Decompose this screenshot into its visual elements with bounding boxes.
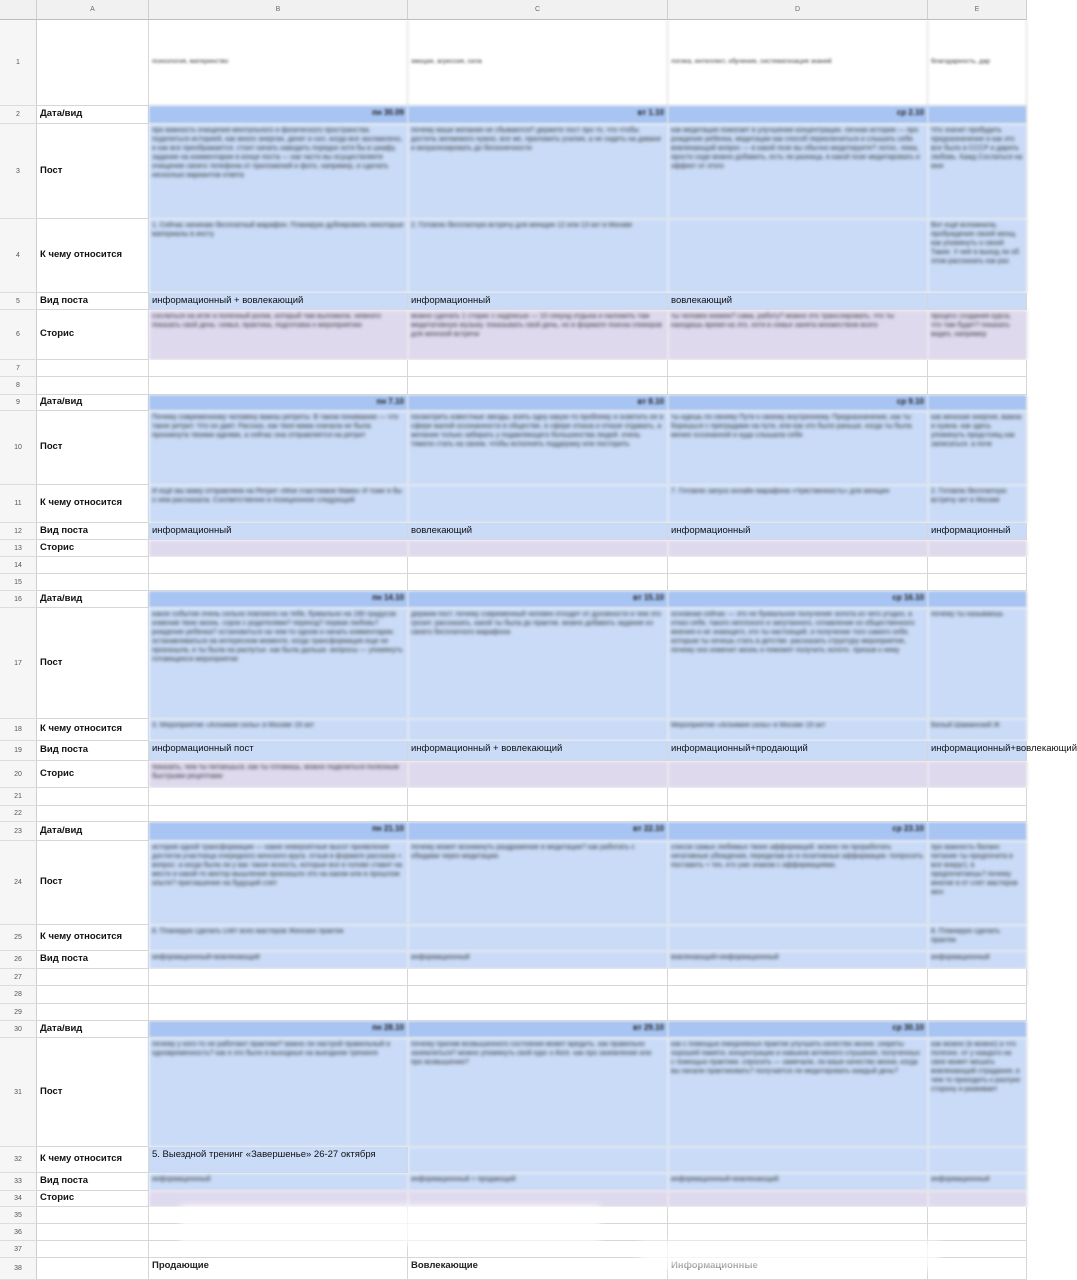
column-header-a[interactable]: A (37, 0, 149, 20)
row-label-stories[interactable]: Сторис (37, 540, 149, 557)
cell-dates[interactable]: вт 8.10 (408, 395, 668, 411)
empty-cell[interactable] (408, 574, 668, 591)
empty-cell[interactable] (668, 377, 928, 395)
empty-cell[interactable] (668, 574, 928, 591)
empty-cell[interactable] (149, 557, 408, 574)
row-label-relates[interactable]: К чему относится (37, 1147, 149, 1173)
empty-label-cell[interactable] (37, 1207, 149, 1224)
cell-types[interactable]: информационный (408, 951, 668, 969)
cell-types[interactable]: информационный (668, 523, 928, 540)
cell-relates[interactable]: 1. Сейчас начинаю бесплатный марафон. Планирую дублировать некоторые материалы в инсту (149, 219, 408, 293)
photo-glare (640, 1240, 940, 1270)
empty-cell[interactable] (149, 377, 408, 395)
empty-cell[interactable] (408, 377, 668, 395)
cell-posts[interactable]: история одной трансформации — какие невероятные высот проявления достигла участница очередного женского круга. отзыв в формате рассказа + вопрос: а когда была ли у вас такое ясность, которые все в голове ставит на место и какой-то вектор мышления произошло это на каком или в прошлом опыте? приглашение на будущий слет (149, 841, 408, 925)
row-number[interactable]: 2 (0, 106, 37, 124)
row-number[interactable]: 24 (0, 841, 37, 925)
row-number[interactable]: 12 (0, 523, 37, 540)
cell-types[interactable]: информационный+вовлекающий (149, 951, 408, 969)
row-label-date[interactable]: Дата/вид (37, 1021, 149, 1038)
cell-types[interactable]: информационный (149, 1173, 408, 1191)
empty-label-cell[interactable] (37, 360, 149, 377)
cell-stories[interactable] (408, 540, 668, 557)
cell-dates[interactable]: ср 16.10 (668, 591, 928, 608)
cell-posts[interactable]: посмотреть известные звезды, взять одну какую-то проблему и осветить ее в сфере малой осознанности в обществе, в сфере отказа и отказе отдавать, а желание только забирать у подавляющего большинства людей. очень тяжело стать на своем, чтобы исполнять поддержку или посторить (408, 411, 668, 485)
empty-cell[interactable] (928, 1224, 1027, 1241)
cell-stories[interactable] (668, 540, 928, 557)
cell-stories[interactable] (668, 1191, 928, 1207)
cell-relates[interactable]: 8. Планирую сделать слёт всех мастеров Женских практик (149, 925, 408, 951)
topic-cell[interactable]: психология, материнство (149, 20, 408, 106)
empty-label-cell[interactable] (37, 1224, 149, 1241)
row-number[interactable]: 19 (0, 741, 37, 761)
cell-types[interactable]: информационный + вовлекающий (408, 741, 668, 761)
empty-cell[interactable] (408, 788, 668, 806)
row-number[interactable]: 28 (0, 986, 37, 1004)
empty-cell[interactable] (928, 360, 1027, 377)
cell-types[interactable] (928, 293, 1027, 310)
row-number[interactable]: 14 (0, 557, 37, 574)
summary-heading[interactable]: Вовлекающие (408, 1258, 668, 1280)
empty-cell[interactable] (408, 969, 668, 986)
cell-relates[interactable]: 7. Готовлю запуск онлайн марафона «Чувственность» для женщин (668, 485, 928, 523)
empty-cell[interactable] (928, 986, 1027, 1004)
cell-types[interactable]: информационный+вовлекающий (668, 1173, 928, 1191)
empty-cell[interactable] (668, 788, 928, 806)
cell-posts[interactable]: держим пост. почему современный человек отходит от духовности и чем это грозит. рассказать, какой ты была до практик. можно добавить задание из своего бесплатного марафона (408, 608, 668, 719)
row-label-relates[interactable]: К чему относится (37, 485, 149, 523)
empty-cell[interactable] (149, 986, 408, 1004)
cell-types[interactable]: информационный пост (149, 741, 408, 761)
empty-cell[interactable] (668, 986, 928, 1004)
cell-posts[interactable]: почему у кого-то не работают практики? важно ли настрой правильный и одновременность? как я это было в выходные на выездном тренинге (149, 1038, 408, 1147)
cell-posts[interactable]: почему ваши желания не сбываются? держите пост про то, что чтобы достичь желаемого нужно, все же, приложить усилия, а не сидеть на диване и визуализировать до бесконечности (408, 124, 668, 219)
cell-dates[interactable] (928, 106, 1027, 124)
row-number[interactable]: 4 (0, 219, 37, 293)
empty-cell[interactable] (408, 1004, 668, 1021)
row-number[interactable]: 33 (0, 1173, 37, 1191)
cell-relates[interactable]: 8. Планирую сделать практик (928, 925, 1027, 951)
cell-relates[interactable]: Белый Шаманский Ж (928, 719, 1027, 741)
empty-cell[interactable] (928, 1207, 1027, 1224)
cell-posts[interactable]: про важность очищения ментального и физического пространства. поделиться историей, как много энергии, денег и сил, когда все захламлено, и как все преображается. стоит начать наводить порядок хотя бы в шкафу. задание на комментарии в конце поста — как часто вы осуществляете очищение своего телефона от приложений и фото, например, и сделать несколько вариантов ответа (149, 124, 408, 219)
row-label-date[interactable]: Дата/вид (37, 106, 149, 124)
cell-dates[interactable]: ср 9.10 (668, 395, 928, 411)
row-number[interactable]: 18 (0, 719, 37, 741)
row-number[interactable]: 27 (0, 969, 37, 986)
cell-relates[interactable]: 3. Мероприятие «Алхимия силы» в Москве 19 окт (149, 719, 408, 741)
empty-cell[interactable] (928, 969, 1027, 986)
column-header-e[interactable]: E (928, 0, 1027, 20)
cell-relates[interactable] (668, 219, 928, 293)
empty-cell[interactable] (928, 1258, 1027, 1280)
cell-relates[interactable]: 2. Готовлю бесплатную встречу для женщин 12 или 13 окт в Москве (408, 219, 668, 293)
empty-cell[interactable] (668, 1224, 928, 1241)
empty-cell[interactable] (668, 360, 928, 377)
cell-relates[interactable] (408, 925, 668, 951)
row-number[interactable]: 9 (0, 395, 37, 411)
row-label-post_type[interactable]: Вид поста (37, 523, 149, 540)
cell-types[interactable]: информационный (928, 1173, 1027, 1191)
empty-cell[interactable] (928, 377, 1027, 395)
column-header-b[interactable]: B (149, 0, 408, 20)
row-number[interactable]: 7 (0, 360, 37, 377)
topic-cell[interactable]: эмоции, агрессия, сила (408, 20, 668, 106)
cell-stories[interactable]: процесс создания курса, что там будет? показать видео, например (928, 310, 1027, 360)
cell-types[interactable]: информационный+вовлекающий (928, 741, 1027, 761)
row-number[interactable]: 22 (0, 806, 37, 822)
row-label-stories[interactable]: Сторис (37, 761, 149, 788)
row-number[interactable]: 6 (0, 310, 37, 360)
cell-stories[interactable]: показать, чем ты питаешься, как ты готовишь, можно поделиться полезным быстрыми рецептами (149, 761, 408, 788)
empty-label-cell[interactable] (37, 377, 149, 395)
row-number[interactable]: 26 (0, 951, 37, 969)
cell-stories[interactable] (408, 761, 668, 788)
empty-cell[interactable] (928, 574, 1027, 591)
empty-cell[interactable] (928, 788, 1027, 806)
cell-stories[interactable] (149, 540, 408, 557)
cell-posts[interactable]: какое событие очень сильно повлияло на тебя, буквально на 180 градусов изменив твою жизнь. сорок с родителями? переезд? первая любовь? рождение ребенка? остановиться на чем-то одном и начать комментарии. останавливаться на интересном моменте, когда трансформация еще не произошла, и ты была на распутье. как была дальше. вопросы — упомянуть готовящееся мероприятие (149, 608, 408, 719)
cell-posts[interactable]: Что значит пробудить предназначение и как это все было в СССР и дарить любовь. Кажд Сослаться на мое (928, 124, 1027, 219)
cell-types[interactable]: информационный+продающий (668, 741, 928, 761)
cell-stories[interactable] (928, 540, 1027, 557)
cell-relates[interactable] (408, 719, 668, 741)
cell-stories[interactable]: сослаться на игле и полезный ролик, который там выложила. немного показать свой день: семья, практика, подготовка к мероприятию (149, 310, 408, 360)
row-label-post[interactable]: Пост (37, 841, 149, 925)
cell-posts[interactable]: почему может возникнуть раздражение в медитации? как работать с обидами через медитацию (408, 841, 668, 925)
row-label-relates[interactable]: К чему относится (37, 719, 149, 741)
photo-glare (180, 1205, 600, 1245)
row-number[interactable]: 32 (0, 1147, 37, 1173)
empty-cell[interactable] (149, 806, 408, 822)
cell-relates[interactable]: Вот ещё вспомнила, пробуждение своей женщ как упомянуть о своей Такие. У неё в выход ли об этом рассказать как раз (928, 219, 1027, 293)
cell-posts[interactable]: как с помощью ежедневных практик улучшить качество жизни. секреты хорошей памяти, концентрации и навыков активного слушания, полученных с помощью практики. спросить — замечали, ли ваше качество жизни, когда вы начали практиковать? получается ли медитировать каждый день? (668, 1038, 928, 1147)
row-label-post[interactable]: Пост (37, 1038, 149, 1147)
row-label-post[interactable]: Пост (37, 608, 149, 719)
row-label-post[interactable]: Пост (37, 411, 149, 485)
row-number[interactable]: 21 (0, 788, 37, 806)
cell-posts[interactable]: ты идешь по своему Пути к своему внутреннему. Предназначение, как ты боришься с преградами на пути, или как это было раньше, когда ты была менее осознанной и куда слышала себя (668, 411, 928, 485)
cell-dates[interactable]: пн 28.10 (149, 1021, 408, 1038)
row-label-date[interactable]: Дата/вид (37, 591, 149, 608)
cell-relates[interactable]: 5. Выездной тренинг «Завершенье» 26-27 октября (149, 1147, 408, 1173)
cell-stories[interactable] (928, 761, 1027, 788)
row-label-date[interactable]: Дата/вид (37, 822, 149, 841)
empty-label-cell[interactable] (37, 788, 149, 806)
empty-label-cell[interactable] (37, 574, 149, 591)
empty-cell[interactable] (928, 1004, 1027, 1021)
row-number[interactable]: 35 (0, 1207, 37, 1224)
cell-posts[interactable]: список самых любимых твоих аффирмаций. можно ли проработать негативные убеждения, переделав их в позитивные аффирмации. попросить поставить + тех, кто уже знаком с аффирмациями. (668, 841, 928, 925)
cell-relates[interactable]: Мероприятие «Алхимия силы» в Москве 19 окт (668, 719, 928, 741)
column-header-d[interactable]: D (668, 0, 928, 20)
empty-label-cell[interactable] (37, 1004, 149, 1021)
row-label-stories[interactable]: Сторис (37, 1191, 149, 1207)
cell-dates[interactable]: ср 30.10 (668, 1021, 928, 1038)
cell-relates[interactable] (668, 1147, 928, 1173)
cell-dates[interactable] (928, 1021, 1027, 1038)
topic-cell[interactable]: благодарность, дар (928, 20, 1027, 106)
row-number[interactable]: 34 (0, 1191, 37, 1207)
row-number[interactable]: 1 (0, 20, 37, 106)
cell-a1[interactable] (37, 20, 149, 106)
cell-relates[interactable] (408, 1147, 668, 1173)
empty-cell[interactable] (408, 986, 668, 1004)
row-number[interactable]: 8 (0, 377, 37, 395)
corner-cell[interactable] (0, 0, 37, 20)
empty-label-cell[interactable] (37, 1258, 149, 1280)
cell-relates[interactable] (408, 485, 668, 523)
row-label-relates[interactable]: К чему относится (37, 219, 149, 293)
row-label-date[interactable]: Дата/вид (37, 395, 149, 411)
cell-dates[interactable]: вт 15.10 (408, 591, 668, 608)
topic-cell[interactable]: логика, интеллект, обучение, систематизация знаний (668, 20, 928, 106)
empty-cell[interactable] (668, 806, 928, 822)
cell-dates[interactable] (928, 822, 1027, 841)
cell-types[interactable]: информационный (928, 523, 1027, 540)
cell-relates[interactable]: 2. Готовлю бесплатную встречу окт в Москве (928, 485, 1027, 523)
row-label-post_type[interactable]: Вид поста (37, 741, 149, 761)
cell-types[interactable]: информационный + продающий (408, 1173, 668, 1191)
empty-cell[interactable] (668, 557, 928, 574)
row-number[interactable]: 37 (0, 1241, 37, 1258)
empty-label-cell[interactable] (37, 986, 149, 1004)
row-number[interactable]: 15 (0, 574, 37, 591)
row-number[interactable]: 38 (0, 1258, 37, 1280)
cell-dates[interactable]: пн 30.09 (149, 106, 408, 124)
cell-posts[interactable]: Почему современному человеку важны ретриты. В таком понимании — что такое ретрит. Что он дает. Рассказ, как твоя мама сначала не была проникнута твоими идеями, а сейчас она отправляется на ретрит (149, 411, 408, 485)
cell-dates[interactable]: вт 22.10 (408, 822, 668, 841)
cell-posts[interactable]: как можно (в можно) а что полезно. от у каждого на свое может мешать вовлекающий страдания, в чем то приходить к разлуке сторону и развивает (928, 1038, 1027, 1147)
empty-cell[interactable] (928, 1241, 1027, 1258)
cell-stories[interactable] (668, 761, 928, 788)
cell-posts[interactable]: основная сейчас — это не буквальное получение золота из чего угодно, а отказ себя, такого неплохого и запутанного, сплавление из общественного мнения и не знающего, кто ты настоящий, и получение того самого себя, которым ты хочешь стать в детстве. рассказать структуру мероприятия, почему оно изменит жизнь и поможет получить золото. призыв к нему (668, 608, 928, 719)
row-label-relates[interactable]: К чему относится (37, 925, 149, 951)
empty-cell[interactable] (149, 360, 408, 377)
cell-relates[interactable] (928, 1147, 1027, 1173)
row-label-stories[interactable]: Сторис (37, 310, 149, 360)
cell-types[interactable]: вовлекающий (668, 293, 928, 310)
row-number[interactable]: 3 (0, 124, 37, 219)
summary-heading[interactable]: Продающие (149, 1258, 408, 1280)
cell-dates[interactable]: ср 23.10 (668, 822, 928, 841)
row-number[interactable]: 16 (0, 591, 37, 608)
cell-dates[interactable]: ср 2.10 (668, 106, 928, 124)
row-number[interactable]: 29 (0, 1004, 37, 1021)
empty-cell[interactable] (149, 1004, 408, 1021)
row-label-post_type[interactable]: Вид поста (37, 293, 149, 310)
row-label-post[interactable]: Пост (37, 124, 149, 219)
cell-dates[interactable]: вт 1.10 (408, 106, 668, 124)
cell-posts[interactable]: почему прилив возвышенного состояния может вредить. как правильно заземлиться? можно упомянуть свой курс о йоге. как про заземление или про возвышение? (408, 1038, 668, 1147)
cell-types[interactable]: информационный (149, 523, 408, 540)
empty-label-cell[interactable] (37, 806, 149, 822)
row-number[interactable]: 23 (0, 822, 37, 841)
row-label-post_type[interactable]: Вид поста (37, 1173, 149, 1191)
row-number[interactable]: 36 (0, 1224, 37, 1241)
row-number[interactable]: 5 (0, 293, 37, 310)
empty-label-cell[interactable] (37, 969, 149, 986)
row-number[interactable]: 31 (0, 1038, 37, 1147)
row-number[interactable]: 10 (0, 411, 37, 485)
cell-types[interactable]: информационный + вовлекающий (149, 293, 408, 310)
row-number[interactable]: 30 (0, 1021, 37, 1038)
cell-stories[interactable]: можно сделать 1 сторис с надписью — 10 секунд отдыха и наложить там медитативную музыку. показывать свой день, но в формате поиска спикеров для женской встречи (408, 310, 668, 360)
empty-cell[interactable] (149, 969, 408, 986)
cell-stories[interactable]: ты человек книжек? сама, работу? можно это транслировать, что ты находишь время на это, хотя в семье занята множеством всего (668, 310, 928, 360)
row-number[interactable]: 17 (0, 608, 37, 719)
row-label-post_type[interactable]: Вид поста (37, 951, 149, 969)
cell-dates[interactable] (928, 591, 1027, 608)
empty-label-cell[interactable] (37, 1241, 149, 1258)
empty-cell[interactable] (149, 574, 408, 591)
empty-cell[interactable] (149, 788, 408, 806)
cell-dates[interactable]: пн 21.10 (149, 822, 408, 841)
empty-label-cell[interactable] (37, 557, 149, 574)
cell-types[interactable]: информационный (928, 951, 1027, 969)
cell-relates[interactable]: И ещё мы маму отправляем на Ретрит «Мое счастливое Мама» И тоже я бы о нем рассказала. Соответственно в позиционное следующий (149, 485, 408, 523)
empty-cell[interactable] (928, 806, 1027, 822)
row-number[interactable]: 13 (0, 540, 37, 557)
cell-posts[interactable]: почему ты называешь (928, 608, 1027, 719)
empty-cell[interactable] (928, 557, 1027, 574)
column-header-c[interactable]: C (408, 0, 668, 20)
cell-dates[interactable]: пн 7.10 (149, 395, 408, 411)
cell-types[interactable]: вовлекающий+информационный (668, 951, 928, 969)
empty-cell[interactable] (668, 1004, 928, 1021)
cell-posts[interactable]: как медитация помогает в улучшении концентрации. личная история — про рождение ребенка, медитации как способ переключиться и слышать себя. вовлекающий вопрос — в какой позе вы обычно медитируете? лотос, лежа, просто сидя можно добавить, есть ли разница, в какой позе медитировать и эффект от этого (668, 124, 928, 219)
empty-cell[interactable] (408, 557, 668, 574)
empty-cell[interactable] (668, 969, 928, 986)
row-number[interactable]: 20 (0, 761, 37, 788)
cell-stories[interactable] (928, 1191, 1027, 1207)
cell-posts[interactable]: как женская энергия, важна и нужна. как здесь упомянуть предстоящ как записаться. а поче (928, 411, 1027, 485)
cell-types[interactable]: вовлекающий (408, 523, 668, 540)
empty-cell[interactable] (668, 1207, 928, 1224)
cell-relates[interactable] (668, 925, 928, 951)
cell-dates[interactable]: вт 29.10 (408, 1021, 668, 1038)
row-number[interactable]: 25 (0, 925, 37, 951)
cell-posts[interactable]: про важность баланс питание ты предпочита в все вокруг), в предпочитаешь? почему многие в от слет мастеров жен (928, 841, 1027, 925)
row-number[interactable]: 11 (0, 485, 37, 523)
empty-cell[interactable] (408, 360, 668, 377)
cell-dates[interactable]: пн 14.10 (149, 591, 408, 608)
empty-cell[interactable] (408, 806, 668, 822)
cell-types[interactable]: информационный (408, 293, 668, 310)
cell-dates[interactable] (928, 395, 1027, 411)
